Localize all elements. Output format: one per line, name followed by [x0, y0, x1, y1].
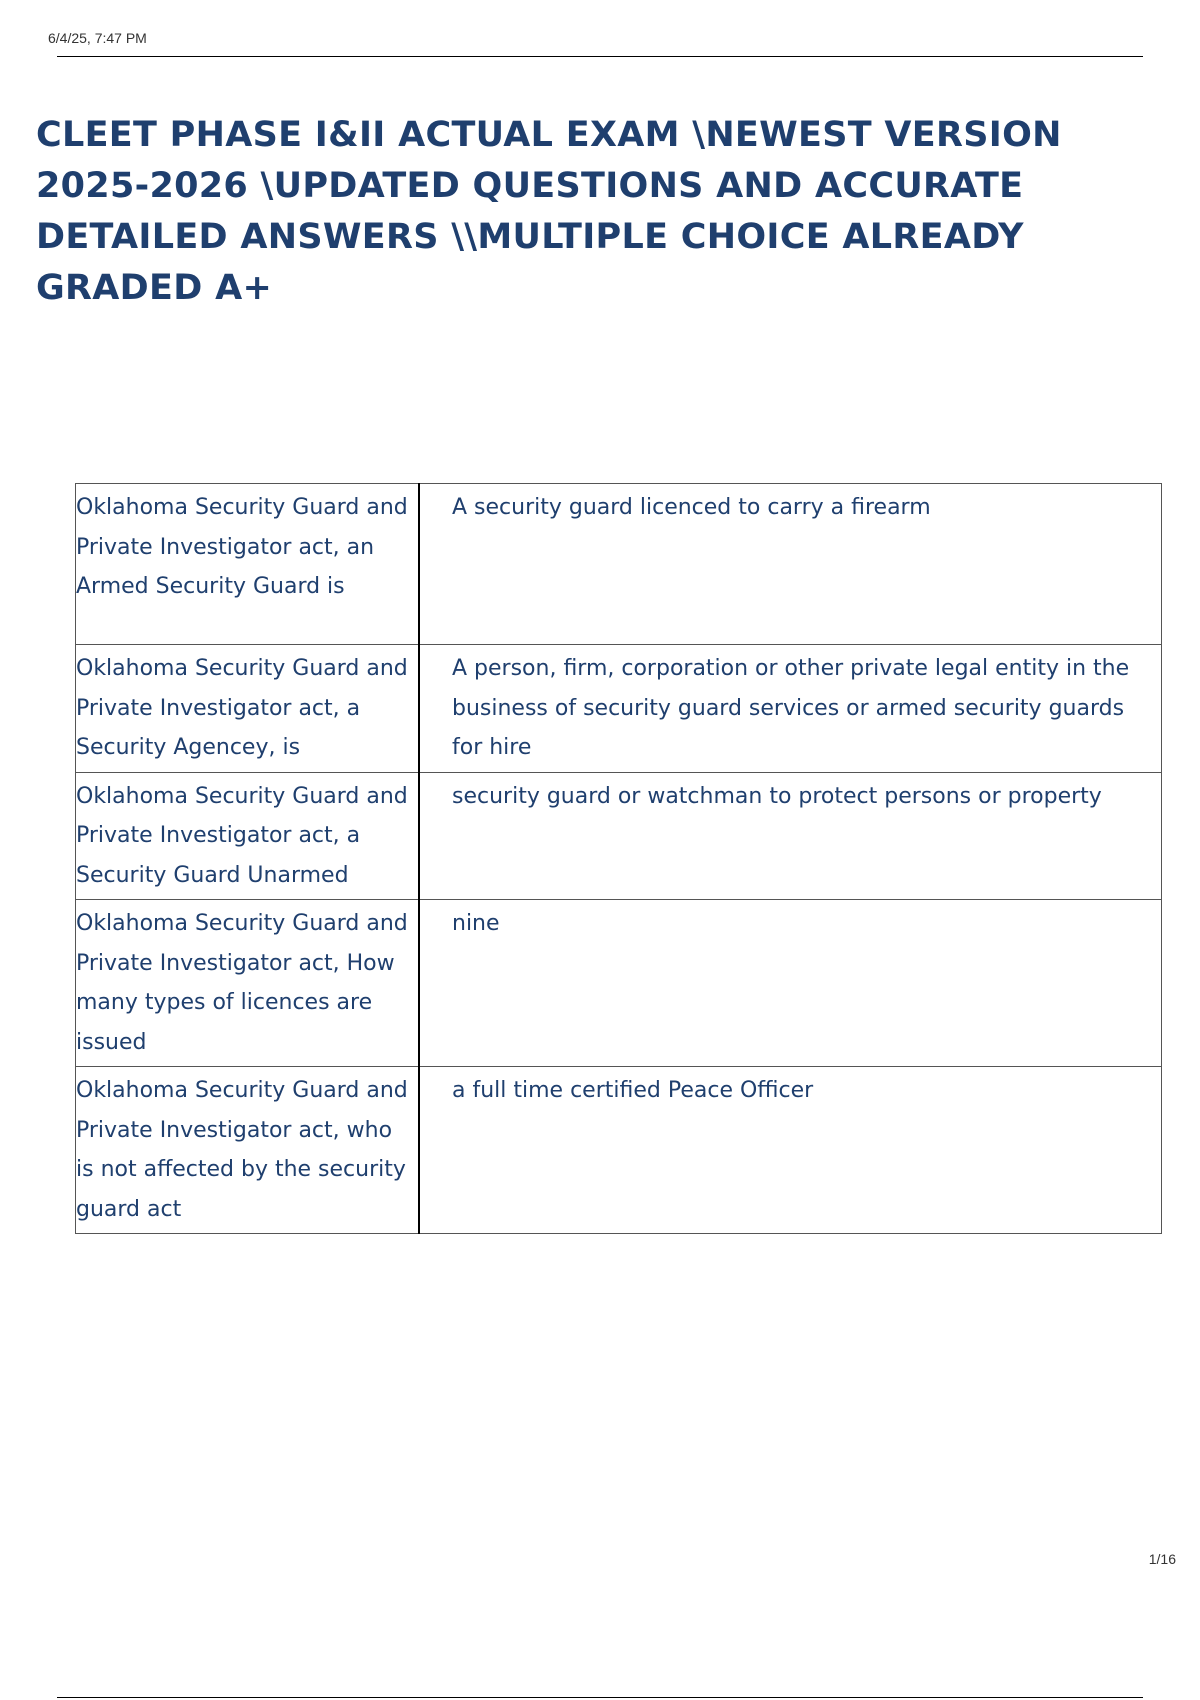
question-cell: Oklahoma Security Guard and Private Investigator act, a Security Agencey, is — [76, 645, 420, 773]
answer-cell: nine — [419, 900, 1162, 1067]
qa-table — [75, 483, 1162, 1234]
table-row — [76, 484, 1162, 645]
question-cell: Oklahoma Security Guard and Private Investigator act, an Armed Security Guard is — [76, 484, 420, 645]
answer-cell: A person, firm, corporation or other private legal entity in the business of security guard services or armed security guards for hire — [419, 645, 1162, 773]
print-timestamp: 6/4/25, 7:47 PM — [48, 30, 147, 46]
table-row — [76, 645, 1162, 773]
table-row — [76, 772, 1162, 900]
answer-cell: a full time certified Peace Officer — [419, 1067, 1162, 1234]
document-title: CLEET PHASE I&II ACTUAL EXAM \NEWEST VERSION 2025-2026 \UPDATED QUESTIONS AND ACCURATE DETAILED ANSWERS \\MULTIPLE CHOICE ALREADY GRADED A+ — [36, 115, 1062, 308]
table-row — [76, 1067, 1162, 1234]
table-row — [76, 900, 1162, 1067]
header-divider — [57, 56, 1143, 57]
question-cell: Oklahoma Security Guard and Private Investigator act, who is not affected by the security guard act — [76, 1067, 420, 1234]
question-cell: Oklahoma Security Guard and Private Investigator act, a Security Guard Unarmed — [76, 772, 420, 900]
answer-cell: security guard or watchman to protect persons or property — [419, 772, 1162, 900]
answer-cell: A security guard licenced to carry a firearm — [419, 484, 1162, 645]
question-cell: Oklahoma Security Guard and Private Investigator act, How many types of licences are issued — [76, 900, 420, 1067]
page-number: 1/16 — [1148, 1551, 1176, 1567]
footer-divider — [57, 1697, 1143, 1698]
